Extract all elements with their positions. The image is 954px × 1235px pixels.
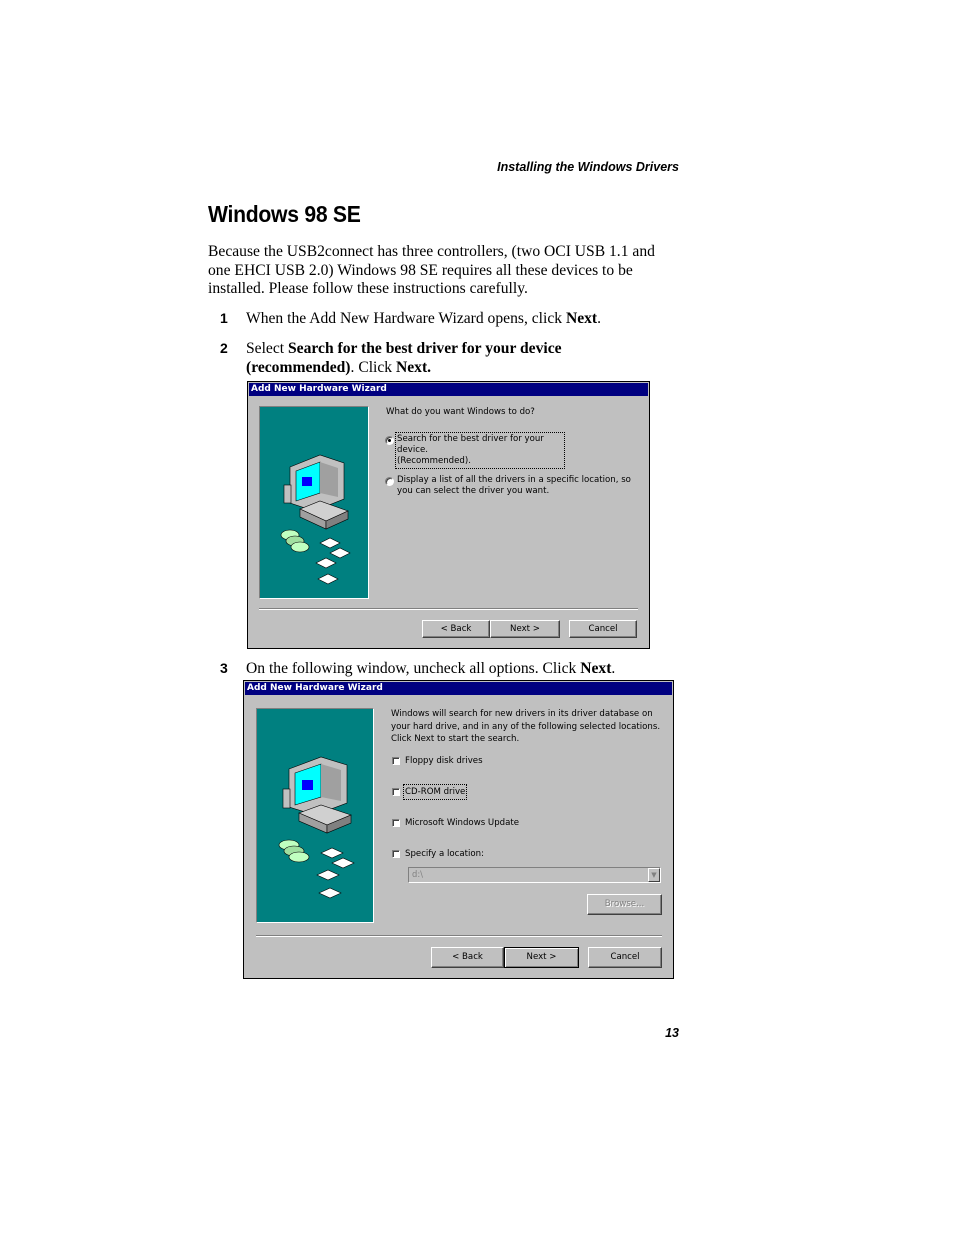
specify-location-checkbox[interactable] [392,850,400,858]
section-title: Windows 98 SE [208,201,361,227]
cancel-button[interactable]: Cancel [588,947,662,968]
back-button[interactable]: < Back [431,947,504,968]
dialog-separator [259,608,638,610]
cd-discs-icon [279,840,309,862]
floppy-checkbox-label[interactable]: Floppy disk drives [405,756,483,766]
running-header: Installing the Windows Drivers [497,160,679,174]
dialog-title-bar[interactable]: Add New Hardware Wizard [245,682,672,695]
cd-discs-icon [281,530,309,552]
back-button[interactable]: < Back [422,620,490,638]
chevron-down-icon[interactable]: ▼ [648,868,660,882]
wizard-description: Windows will search for new drivers in its driver database on your hard drive, and in any of the following selected locations. Click Next to start the search. [391,709,661,744]
step-number: 1 [220,310,228,326]
step-number: 3 [220,660,228,676]
wizard-dialog-2 [243,680,674,979]
step-text: When the Add New Hardware Wizard opens, click Next. [246,310,602,327]
step-number: 2 [220,340,228,356]
floppy-checkbox[interactable] [392,757,400,765]
radio-display-list-label[interactable]: Display a list of all the drivers in a specific location, so you can select the driver you want. [397,475,631,496]
intro-paragraph: Because the USB2connect has three controllers, (two OCI USB 1.1 and one EHCI USB 2.0) Windows 98 SE requires all these devices to be installed. Please follow these instructions carefully. [208,243,655,297]
dialog-title-bar[interactable]: Add New Hardware Wizard [249,383,648,396]
dialog-separator [256,935,662,937]
windows-update-checkbox[interactable] [392,819,400,827]
browse-button[interactable]: Browse... [587,894,662,915]
step-text: On the following window, uncheck all options. Click Next. [246,660,616,677]
floppy-disks-icon [317,848,354,898]
windows-update-checkbox-label[interactable]: Microsoft Windows Update [405,818,520,828]
cancel-button[interactable]: Cancel [569,620,637,638]
floppy-disks-icon [316,538,350,584]
location-combo[interactable] [408,867,661,883]
step-text: Select Search for the best driver for your device (recommended). Click Next. [246,340,562,376]
radio-search-best-driver[interactable] [385,436,394,445]
cdrom-checkbox[interactable] [392,788,400,796]
cdrom-checkbox-label[interactable]: CD-ROM drive [405,787,466,797]
radio-display-list[interactable] [385,477,394,486]
location-value: d:\ [412,869,423,879]
computer-icon [260,407,368,598]
page-number: 13 [665,1026,679,1040]
wizard-dialog-1 [247,381,650,649]
radio-search-best-driver-label[interactable]: Search for the best driver for your device. (Recommended). [397,434,563,467]
next-button[interactable]: Next > [490,620,560,638]
computer-icon [257,709,373,922]
wizard-side-panel [256,708,374,923]
next-button[interactable]: Next > [504,947,579,968]
specify-location-checkbox-label[interactable]: Specify a location: [405,849,484,859]
wizard-side-panel [259,406,369,599]
wizard-question: What do you want Windows to do? [386,407,535,417]
